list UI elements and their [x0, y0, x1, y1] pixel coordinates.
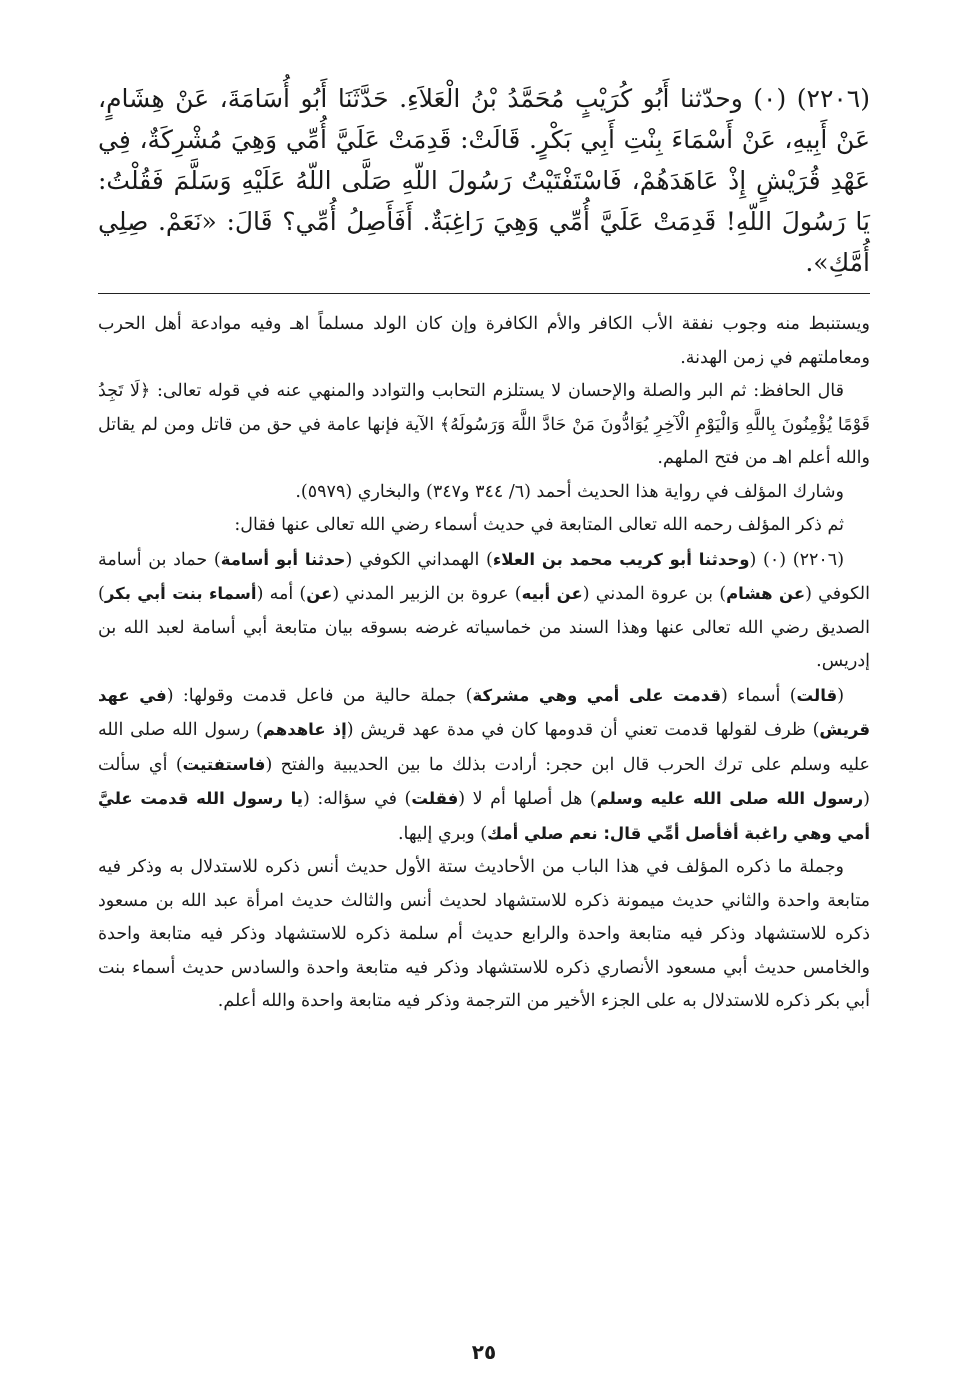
quoted-text: فقلت [411, 789, 459, 808]
isnad-paragraph [98, 543, 870, 679]
plain-text: ) أسماء ( [721, 685, 797, 706]
quoted-text: قالت [796, 685, 838, 705]
plain-text: ) جملة حالية من فاعل قدمت وقولها: ( [166, 685, 473, 706]
plain-text: ) الصديق رضي الله تعالى عنها وهذا السند من خماسياته غرضه بسوقه بيان متابعة أبي أسامة لعبد الله بن إدريس. [98, 584, 870, 671]
plain-text: ) حماد بن أسامة الكوفي ( [98, 549, 870, 604]
quoted-text: في عهد قريش [98, 685, 870, 739]
book-page [98, 78, 870, 1368]
quoted-text: فاستفتيت [182, 754, 266, 774]
quoted-text: عن هشام [726, 584, 806, 603]
quoted-text: يا رسول الله قدمت عليَّ أمي وهي راغبة أفأصل أمِّي قال: نعم صلي أمك [98, 789, 870, 843]
commentary-section [98, 308, 870, 1019]
plain-text: ) وبري إليها. [397, 823, 488, 844]
matn-explanation-paragraph [98, 679, 870, 852]
plain-text: ) هل أصلها أم لا ( [458, 789, 597, 809]
commentary-paragraph: ويستنبط منه وجوب نفقة الأب الكافر والأم الكافرة وإن كان الولد مسلماً اهـ وفيه موادعة أهل الحرب ومعاملتهم في زمن الهدنة. [98, 314, 870, 368]
quoted-text: قدمت على أمي وهي مشركة [472, 685, 722, 705]
footnote-divider [98, 293, 870, 294]
quoted-text: وحدثنا أبو كريب محمد بن العلاء [492, 549, 750, 569]
plain-text: ) في سؤاله: ( [302, 789, 412, 809]
hadith-text: (٢٢٠٦) (٠) وحدّثنا أَبُو كُرَيْبٍ مُحَمَّدُ بْنُ الْعَلاَءِ. حَدَّثَنَا أَبُو أُسَامَةَ، عَنْ هِشَامٍ، عَنْ أَبِيهِ، عَنْ أَسْمَاءَ بِنْتِ أَبِي بَكْرٍ. قَالَتْ: قَدِمَتْ عَلَيَّ أُمِّي وَهِيَ مُشْرِكَةٌ، فِي عَهْدِ قُرَيْشٍ إِذْ عَاهَدَهُمْ، فَاسْتَفْتَيْتُ رَسُولَ اللّهِ صَلَّى اللّهُ عَلَيْهِ وَسَلَّمَ فَقُلْتُ: يَا رَسُولَ اللّهِ! قَدِمَتْ عَلَيَّ أُمِّي وَهِيَ رَاغِبَةٌ. أَفَأَصِلُ أُمِّي؟ قَالَ: «نَعَمْ. صِلِي أُمَّكِ». [98, 84, 870, 277]
commentary-paragraph: ثم ذكر المؤلف رحمه الله تعالى المتابعة في حديث أسماء رضي الله تعالى عنها فقال: [234, 515, 844, 535]
page-number: ٢٥ [471, 1340, 497, 1364]
quoted-text: إذ عاهدهم [262, 720, 347, 739]
commentary-paragraph: قال الحافظ: ثم البر والصلة والإحسان لا يستلزم التحابب والتوادد والمنهي عنه في قوله تعالى: ﴿لَا تَجِدُ قَوْمًا يُؤْمِنُونَ بِاللَّهِ وَالْيَوْمِ الْآخِرِ يُوَادُّونَ مَنْ حَادَّ اللَّهَ وَرَسُولَهُ﴾ الآية فإنها عامة في حق من قاتل ومن لم يقاتل والله أعلم اهـ من فتح الملهم. [98, 381, 870, 468]
plain-text: ) أمه ( [256, 584, 307, 604]
plain-text: ( [837, 685, 845, 706]
commentary-paragraph: وشارك المؤلف في رواية هذا الحديث أحمد (٦/ ٣٤٤ و٣٤٧) والبخاري (٥٩٧٩). [295, 481, 844, 502]
plain-text: ) بن عروة المدني ( [582, 584, 727, 604]
quoted-text: عن أبيه [521, 584, 583, 603]
plain-text: ) أي سألت ( [98, 754, 870, 809]
quoted-text: أسماء بنت أبي بكر [104, 584, 257, 603]
quoted-text: رسول الله صلى الله عليه وسلم [596, 789, 864, 808]
plain-text: ) ظرف لقولها قدمت تعني أن قدومها كان في مدة عهد قريش ( [346, 720, 820, 740]
quoted-text: حدثنا أبو أسامة [220, 549, 346, 569]
plain-text: ) رسول الله صلى الله عليه وسلم على ترك الحرب قال ابن حجر: أرادت بذلك ما بين الحديبية والفتح ( [98, 720, 870, 775]
plain-text: (٢٢٠٦) (٠) ( [749, 549, 845, 570]
plain-text: ) الهمداني الكوفي ( [345, 549, 493, 570]
quoted-text: عن [306, 584, 333, 603]
chapter-summary-paragraph: وجملة ما ذكره المؤلف في هذا الباب من الأحاديث ستة الأول حديث أنس ذكره للاستدلال به وذكر فيه متابعة واحدة والثاني حديث ميمونة ذكره للاستشهاد لحديث أنس والثالث حديث امرأة عبد الله بن مسعود ذكره للاستشهاد وذكر فيه متابعة واحدة والرابع حديث أم سلمة ذكره للاستشهاد وذكر فيه متابعة واحدة والخامس حديث أبي مسعود الأنصاري ذكره للاستشهاد وذكر فيه متابعة واحدة والسادس حديث أسماء بنت أبي بكر ذكره للاستدلال به على الجزء الأخير من الترجمة وذكر فيه متابعة واحدة والله أعلم. [98, 857, 870, 1011]
plain-text: ) عروة بن الزبير المدني ( [332, 584, 522, 604]
